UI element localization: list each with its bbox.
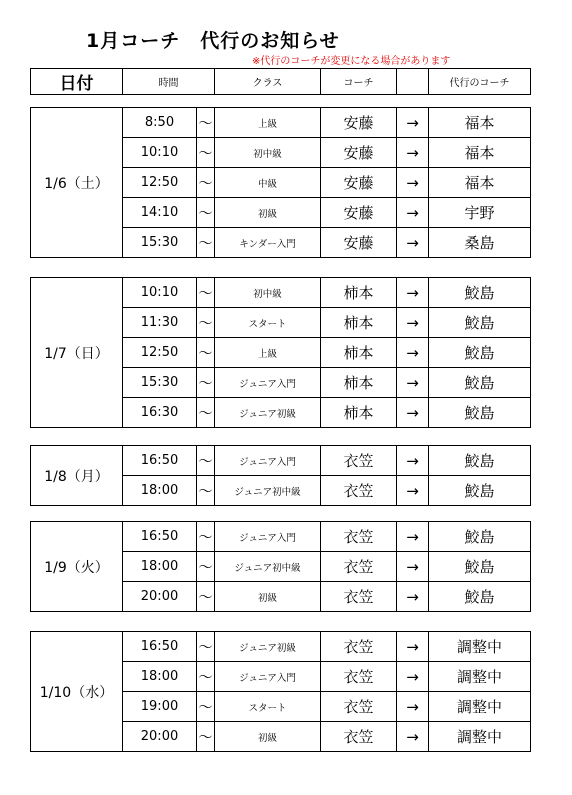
tilde-cell: ～: [197, 632, 215, 662]
time-cell: 10:10: [123, 278, 197, 308]
class-cell: ジュニア初級: [215, 398, 321, 428]
class-cell: ジュニア入門: [215, 368, 321, 398]
substitute-coach-cell: 鮫島: [429, 308, 531, 338]
arrow-cell: →: [397, 446, 429, 476]
class-cell: 上級: [215, 108, 321, 138]
coach-cell: 安藤: [321, 228, 397, 258]
arrow-cell: →: [397, 228, 429, 258]
day-date: 1/6（土）: [31, 108, 123, 258]
class-cell: キンダー入門: [215, 228, 321, 258]
tilde-cell: ～: [197, 476, 215, 506]
substitute-coach-cell: 福本: [429, 168, 531, 198]
arrow-cell: →: [397, 338, 429, 368]
class-cell: 初中級: [215, 138, 321, 168]
substitute-coach-cell: 鮫島: [429, 522, 531, 552]
coach-cell: 安藤: [321, 168, 397, 198]
class-cell: ジュニア初中級: [215, 476, 321, 506]
time-cell: 20:00: [123, 582, 197, 612]
day-date: 1/7（日）: [31, 278, 123, 428]
page-title: 1月コーチ 代行のお知らせ: [86, 30, 340, 52]
header-table: [30, 68, 531, 95]
table-row: [31, 522, 531, 552]
class-cell: ジュニア入門: [215, 662, 321, 692]
time-cell: 15:30: [123, 368, 197, 398]
arrow-cell: →: [397, 722, 429, 752]
class-cell: ジュニア入門: [215, 522, 321, 552]
coach-cell: 衣笠: [321, 582, 397, 612]
class-cell: 初級: [215, 198, 321, 228]
substitute-coach-cell: 福本: [429, 108, 531, 138]
time-cell: 18:00: [123, 552, 197, 582]
class-cell: 上級: [215, 338, 321, 368]
header-date: 日付: [31, 69, 123, 95]
coach-cell: 柿本: [321, 338, 397, 368]
arrow-cell: →: [397, 168, 429, 198]
tilde-cell: ～: [197, 308, 215, 338]
tilde-cell: ～: [197, 368, 215, 398]
substitute-coach-cell: 調整中: [429, 692, 531, 722]
day-block: [30, 107, 531, 258]
day-block: [30, 521, 531, 612]
time-cell: 12:50: [123, 168, 197, 198]
tilde-cell: ～: [197, 138, 215, 168]
time-cell: 15:30: [123, 228, 197, 258]
day-date: 1/9（火）: [31, 522, 123, 612]
tilde-cell: ～: [197, 552, 215, 582]
time-cell: 18:00: [123, 662, 197, 692]
coach-cell: 衣笠: [321, 722, 397, 752]
tilde-cell: ～: [197, 582, 215, 612]
coach-cell: 柿本: [321, 368, 397, 398]
arrow-cell: →: [397, 108, 429, 138]
tilde-cell: ～: [197, 522, 215, 552]
arrow-cell: →: [397, 632, 429, 662]
coach-cell: 衣笠: [321, 446, 397, 476]
class-cell: 中級: [215, 168, 321, 198]
class-cell: ジュニア入門: [215, 446, 321, 476]
time-cell: 16:50: [123, 632, 197, 662]
time-cell: 10:10: [123, 138, 197, 168]
substitute-coach-cell: 鮫島: [429, 368, 531, 398]
substitute-coach-cell: 調整中: [429, 632, 531, 662]
class-cell: ジュニア初中級: [215, 552, 321, 582]
header-time: 時間: [123, 69, 215, 95]
arrow-cell: →: [397, 552, 429, 582]
substitute-coach-cell: 調整中: [429, 662, 531, 692]
arrow-cell: →: [397, 662, 429, 692]
tilde-cell: ～: [197, 228, 215, 258]
tilde-cell: ～: [197, 692, 215, 722]
arrow-cell: →: [397, 398, 429, 428]
time-cell: 18:00: [123, 476, 197, 506]
substitute-coach-cell: 鮫島: [429, 446, 531, 476]
class-cell: 初中級: [215, 278, 321, 308]
substitute-coach-cell: 調整中: [429, 722, 531, 752]
table-row: [31, 278, 531, 308]
class-cell: スタート: [215, 692, 321, 722]
day-date: 1/10（水）: [31, 632, 123, 752]
coach-cell: 安藤: [321, 198, 397, 228]
time-cell: 16:30: [123, 398, 197, 428]
table-row: [31, 632, 531, 662]
substitute-coach-cell: 福本: [429, 138, 531, 168]
arrow-cell: →: [397, 522, 429, 552]
coach-cell: 柿本: [321, 278, 397, 308]
coach-cell: 衣笠: [321, 522, 397, 552]
header-substitute: 代行のコーチ: [429, 69, 531, 95]
day-block: [30, 445, 531, 506]
time-cell: 14:10: [123, 198, 197, 228]
substitute-coach-cell: 鮫島: [429, 338, 531, 368]
substitute-coach-cell: 鮫島: [429, 582, 531, 612]
class-cell: 初級: [215, 582, 321, 612]
change-notice: ※代行のコーチが変更になる場合があります: [252, 56, 451, 67]
arrow-cell: →: [397, 308, 429, 338]
coach-cell: 衣笠: [321, 692, 397, 722]
tilde-cell: ～: [197, 398, 215, 428]
substitute-coach-cell: 鮫島: [429, 278, 531, 308]
header-coach: コーチ: [321, 69, 397, 95]
substitute-coach-cell: 鮫島: [429, 476, 531, 506]
coach-cell: 衣笠: [321, 662, 397, 692]
tilde-cell: ～: [197, 446, 215, 476]
header-arrow-col: [397, 69, 429, 95]
time-cell: 20:00: [123, 722, 197, 752]
substitute-coach-cell: 桑島: [429, 228, 531, 258]
substitute-coach-cell: 宇野: [429, 198, 531, 228]
substitute-coach-cell: 鮫島: [429, 552, 531, 582]
coach-cell: 衣笠: [321, 552, 397, 582]
coach-cell: 衣笠: [321, 476, 397, 506]
time-cell: 19:00: [123, 692, 197, 722]
day-block: [30, 631, 531, 752]
substitute-coach-cell: 鮫島: [429, 398, 531, 428]
class-cell: ジュニア初級: [215, 632, 321, 662]
tilde-cell: ～: [197, 278, 215, 308]
day-block: [30, 277, 531, 428]
class-cell: スタート: [215, 308, 321, 338]
tilde-cell: ～: [197, 108, 215, 138]
coach-cell: 安藤: [321, 108, 397, 138]
arrow-cell: →: [397, 692, 429, 722]
table-row: [31, 446, 531, 476]
tilde-cell: ～: [197, 722, 215, 752]
header-row: [31, 69, 531, 95]
coach-cell: 衣笠: [321, 632, 397, 662]
arrow-cell: →: [397, 476, 429, 506]
arrow-cell: →: [397, 198, 429, 228]
arrow-cell: →: [397, 368, 429, 398]
coach-cell: 柿本: [321, 398, 397, 428]
arrow-cell: →: [397, 138, 429, 168]
coach-cell: 柿本: [321, 308, 397, 338]
table-row: [31, 108, 531, 138]
arrow-cell: →: [397, 582, 429, 612]
time-cell: 8:50: [123, 108, 197, 138]
time-cell: 12:50: [123, 338, 197, 368]
tilde-cell: ～: [197, 662, 215, 692]
tilde-cell: ～: [197, 338, 215, 368]
time-cell: 11:30: [123, 308, 197, 338]
tilde-cell: ～: [197, 198, 215, 228]
coach-cell: 安藤: [321, 138, 397, 168]
tilde-cell: ～: [197, 168, 215, 198]
time-cell: 16:50: [123, 446, 197, 476]
time-cell: 16:50: [123, 522, 197, 552]
header-class: クラス: [215, 69, 321, 95]
day-date: 1/8（月）: [31, 446, 123, 506]
class-cell: 初級: [215, 722, 321, 752]
arrow-cell: →: [397, 278, 429, 308]
